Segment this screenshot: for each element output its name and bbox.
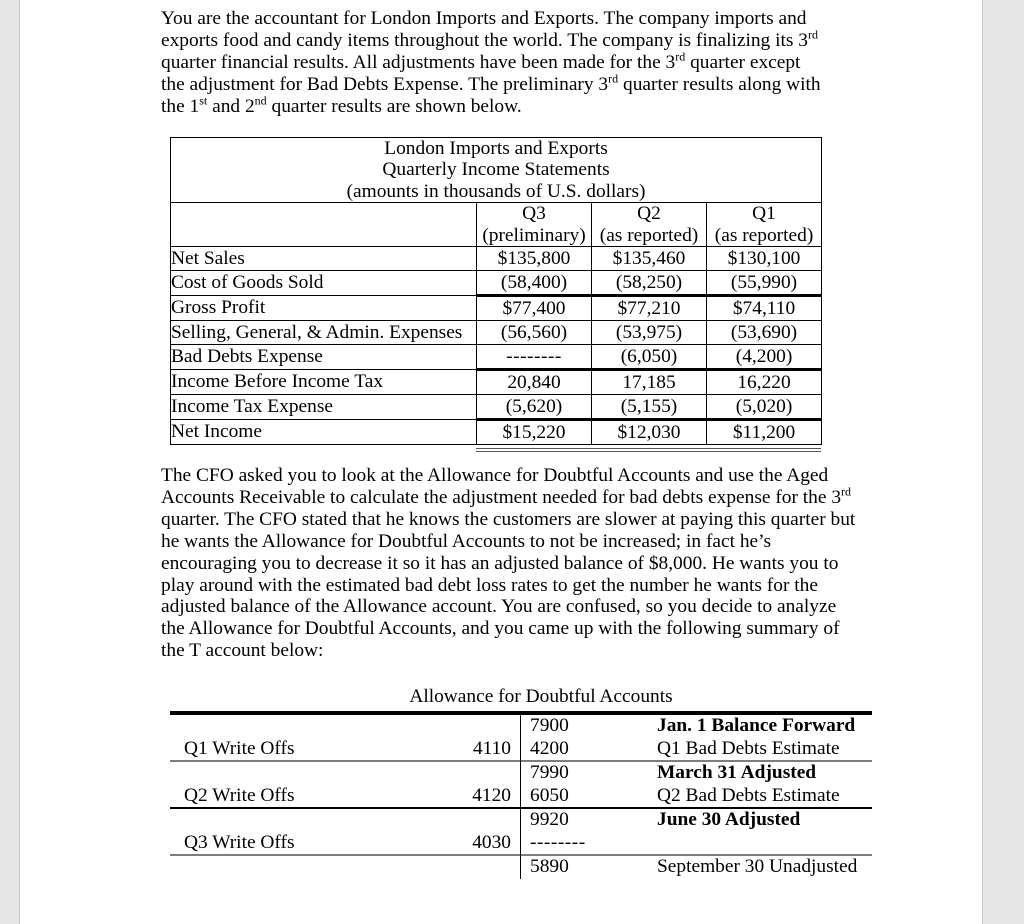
header-q2-bottom: (as reported) [599,224,699,246]
credit-amount: 5890 [530,856,569,878]
row-q1: $130,100 [707,247,822,271]
company-name: London Imports and Exports [384,137,608,159]
statement-name: Quarterly Income Statements [382,159,610,181]
credit-label: September 30 Unadjusted [657,856,858,878]
credit-label: June 30 Adjusted [657,809,801,831]
row-q3: (5,620) [477,395,592,420]
table-title-cell [171,137,822,203]
header-q1-top: Q1 [752,203,776,225]
row-q3: -------- [477,345,592,370]
row-q2: (58,250) [592,271,707,296]
row-q3: (58,400) [477,271,592,296]
debit-amount: 4030 [472,831,511,853]
row-q3: (56,560) [477,321,592,345]
row-q2: (53,975) [592,321,707,345]
table-row [171,321,822,345]
intro-sup-1: rd [807,27,818,42]
debit-label: Q2 Write Offs [184,784,295,806]
row-q2: $135,460 [592,247,707,271]
t-account-center-divider [520,715,521,879]
row-label: Bad Debts Expense [171,345,477,370]
table-header-row [171,203,822,247]
header-q1-bottom: (as reported) [714,224,814,246]
intro-sup-3: rd [608,71,619,86]
credit-amount: 7900 [530,715,569,737]
debit-label: Q3 Write Offs [184,831,295,853]
t-account [170,686,872,879]
intro-text-1: You are the accountant for London Imports and Exports. The company imports and exports food and candy items throughout the world. The company is finalizing its 3 [161,8,808,51]
t-account-row [170,762,872,785]
credit-label: Q2 Bad Debts Estimate [657,784,840,806]
row-label: Income Tax Expense [171,395,477,420]
units-note: (amounts in thousands of U.S. dollars) [346,180,646,202]
intro-sup-4: st [199,93,208,108]
credit-label: March 31 Adjusted [657,762,817,784]
t-account-row [170,738,872,763]
t-account-row [170,785,872,810]
document-content [161,8,881,879]
row-q2: (5,155) [592,395,707,420]
t-account-grid [170,715,872,879]
header-q3-top: Q3 [522,203,546,225]
row-q2: (6,050) [592,345,707,370]
row-label: Selling, General, & Admin. Expenses [171,321,477,345]
row-q3: $77,400 [477,296,592,321]
row-label: Income Before Income Tax [171,370,477,395]
header-q2-top: Q2 [637,203,661,225]
row-q2: 17,185 [592,370,707,395]
intro-text-5: and 2 [207,95,255,117]
row-q1: (4,200) [707,345,822,370]
row-q3: $135,800 [477,247,592,271]
t-account-row [170,832,872,857]
credit-amount: -------- [530,831,586,853]
debit-label: Q1 Write Offs [184,737,295,759]
header-q1 [707,203,822,247]
row-q2: $77,210 [592,296,707,321]
table-row [171,345,822,370]
credit-label: Q1 Bad Debts Estimate [657,737,840,759]
credit-label: Jan. 1 Balance Forward [657,715,856,737]
income-statement-table [170,137,822,446]
cfo-paragraph [161,465,861,662]
table-row [171,247,822,271]
credit-amount: 7990 [530,762,569,784]
table-row [171,395,822,420]
row-q1: $11,200 [707,420,822,445]
income-statement-table-wrapper [170,137,821,446]
row-q1: 16,220 [707,370,822,395]
table-row [171,271,822,296]
table-title-row [171,137,822,203]
row-q1: (53,690) [707,321,822,345]
row-label: Gross Profit [171,296,477,321]
t-account-title: Allowance for Doubtful Accounts [409,686,673,708]
table-row-subtotal [171,296,822,321]
row-label: Net Income [171,420,477,445]
row-q2: $12,030 [592,420,707,445]
document-page [19,0,983,924]
intro-sup-2: rd [675,49,686,64]
cfo-text-2: quarter. The CFO stated that he knows the customers are slower at paying this quarter but he wants the Allowance for Doubtful Accounts to not be increased; in fact he’s encouraging you to decrease it so it has an adjusted balance of $8,000. He wants you to play around with the estimated bad debt loss rates to get the number he wants for the adjusted balance of the Allowance account. You are confused, so you decide to analyze the Allowance for Doubtful Accounts, and you came up with the following summary of the T account below: [161,508,856,662]
header-q3 [477,203,592,247]
debit-amount: 4120 [472,784,511,806]
row-q3: $15,220 [477,420,592,445]
row-label: Net Sales [171,247,477,271]
cfo-sup-1: rd [841,484,852,499]
credit-amount: 6050 [530,784,569,806]
row-q3: 20,840 [477,370,592,395]
t-account-row [170,715,872,738]
credit-amount: 9920 [530,809,569,831]
t-account-row [170,809,872,832]
intro-text-2: quarter financial results. All adjustments have been made for the 3 [161,51,676,73]
header-blank-cell [171,203,477,247]
row-label: Cost of Goods Sold [171,271,477,296]
row-q1: (5,020) [707,395,822,420]
t-account-row [170,856,872,879]
intro-text-3: quarter except the adjustment for Bad Debts Expense. The preliminary 3 [161,51,801,95]
table-row-subtotal [171,370,822,395]
header-q2 [592,203,707,247]
table-row-total [171,420,822,445]
row-q1: (55,990) [707,271,822,296]
intro-text-4: quarter results along with the 1 [161,73,821,117]
row-q1: $74,110 [707,296,822,321]
credit-amount: 4200 [530,737,569,759]
cfo-text-1: The CFO asked you to look at the Allowance for Doubtful Accounts and use the Aged Accounts Receivable to calculate the adjustment needed for bad debts expense for the 3 [161,465,842,508]
intro-sup-5: nd [254,93,267,108]
debit-amount: 4110 [472,737,511,759]
intro-text-6: quarter results are shown below. [266,95,522,117]
intro-paragraph [161,8,826,118]
header-q3-bottom: (preliminary) [482,224,586,246]
net-income-double-rule [476,448,821,452]
